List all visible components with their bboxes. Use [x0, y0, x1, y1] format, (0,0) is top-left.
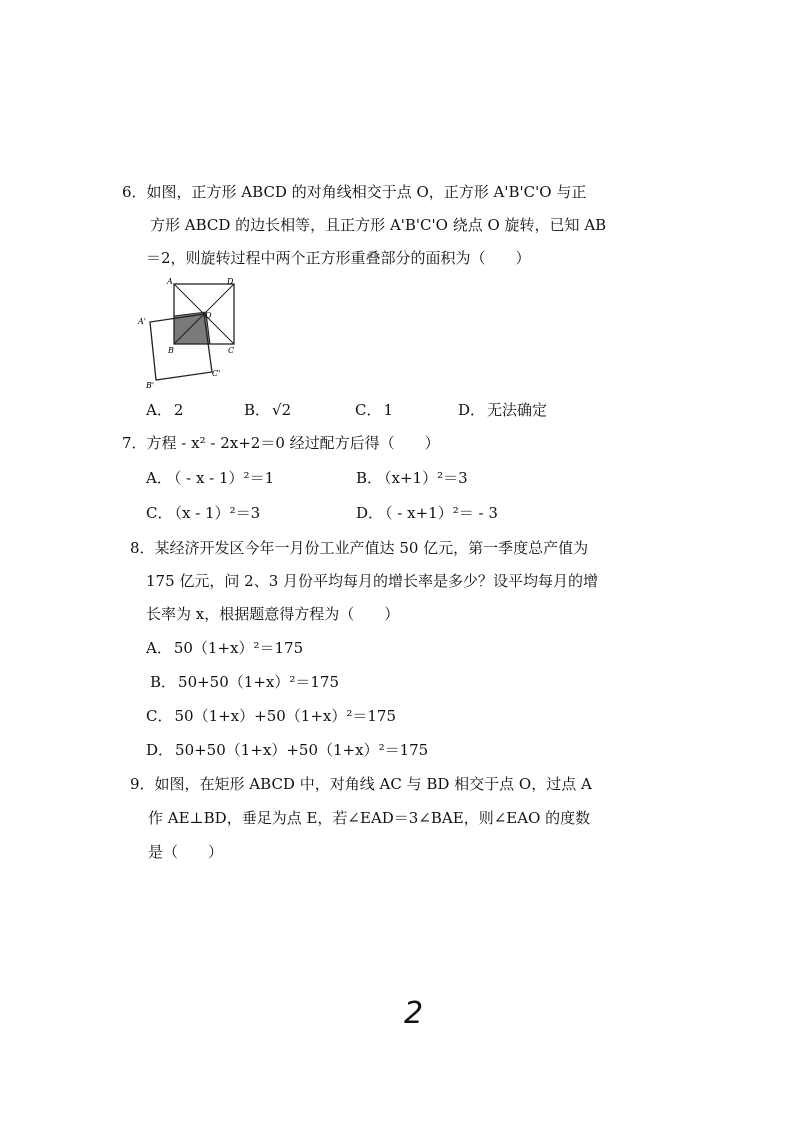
label-b: B [168, 346, 174, 355]
label-b-prime: B' [146, 381, 155, 390]
q8-option-b [150, 672, 339, 692]
q8-line-3: 长率为 x，根据题意得方程为（ ） [146, 605, 400, 623]
q8-option-a [146, 638, 303, 658]
option-text: 2 [173, 401, 184, 419]
label-c-prime: C' [212, 369, 221, 378]
q7-option-b [356, 468, 468, 488]
label-c: C [228, 346, 235, 355]
option-text: 50+50（1+x）+50（1+x）²＝175 [175, 741, 429, 759]
option-text: 1 [383, 401, 394, 419]
option-label: A． [146, 639, 172, 657]
q6-option-c [355, 400, 393, 420]
q9-line-2: 作 AE⊥BD，垂足为点 E，若∠EAD＝3∠BAE，则∠EAO 的度数 [148, 809, 591, 827]
option-text: 50+50（1+x）²＝175 [178, 673, 339, 691]
option-text: （ - x - 1）²＝1 [173, 469, 275, 487]
label-a: A [167, 277, 173, 286]
option-label: B． [150, 673, 177, 691]
q6-line-2: 方形 ABCD 的边长相等，且正方形 A'B'C'O 绕点 O 旋转，已知 AB [150, 216, 607, 234]
option-text: （ - x+1）²＝ - 3 [385, 504, 498, 522]
q6-square-rotation-figure [134, 272, 246, 396]
q6-option-d [458, 400, 547, 420]
q8-option-d [146, 740, 428, 760]
q9-line-1: 9．如图，在矩形 ABCD 中，对角线 AC 与 BD 相交于点 O，过点 A [130, 775, 592, 793]
q9-line-3: 是（ ） [148, 843, 224, 861]
label-o: O [205, 311, 212, 320]
q6-option-b [244, 400, 291, 420]
option-label: B． [244, 401, 271, 419]
q7-option-c [146, 503, 260, 523]
q6-line-1: 6．如图，正方形 ABCD 的对角线相交于点 O，正方形 A'B'C'O 与正 [122, 183, 587, 201]
option-text: 无法确定 [487, 401, 548, 419]
q6-line-3: ＝2，则旋转过程中两个正方形重叠部分的面积为（ ） [146, 249, 531, 267]
option-text: （x - 1）²＝3 [174, 504, 261, 522]
option-text: √2 [272, 401, 292, 419]
q8-line-2: 175 亿元，问 2、3 月份平均每月的增长率是多少？设平均每月的增 [146, 572, 599, 590]
option-label: D． [146, 741, 174, 759]
label-d: D [227, 277, 234, 286]
label-a-prime: A' [138, 317, 146, 326]
page-number: 2 [404, 996, 424, 1031]
option-text: 50（1+x）²＝175 [173, 639, 304, 657]
q7-option-a [146, 468, 274, 488]
q7-line-1: 7．方程 - x² - 2x+2＝0 经过配方后得（ ） [122, 434, 440, 452]
option-label: A． [146, 401, 172, 419]
option-label: A． [146, 469, 172, 487]
option-label: C． [146, 707, 173, 725]
option-label: D． [356, 504, 384, 522]
q8-line-1: 8．某经济开发区今年一月份工业产值达 50 亿元，第一季度总产值为 [130, 539, 589, 557]
option-label: C． [146, 504, 173, 522]
q6-option-a [146, 400, 183, 420]
option-text: （x+1）²＝3 [384, 469, 468, 487]
q7-option-d [356, 503, 498, 523]
q8-option-c [146, 706, 396, 726]
option-label: D． [458, 401, 486, 419]
option-label: B． [356, 469, 383, 487]
option-text: 50（1+x）+50（1+x）²＝175 [174, 707, 397, 725]
option-label: C． [355, 401, 382, 419]
